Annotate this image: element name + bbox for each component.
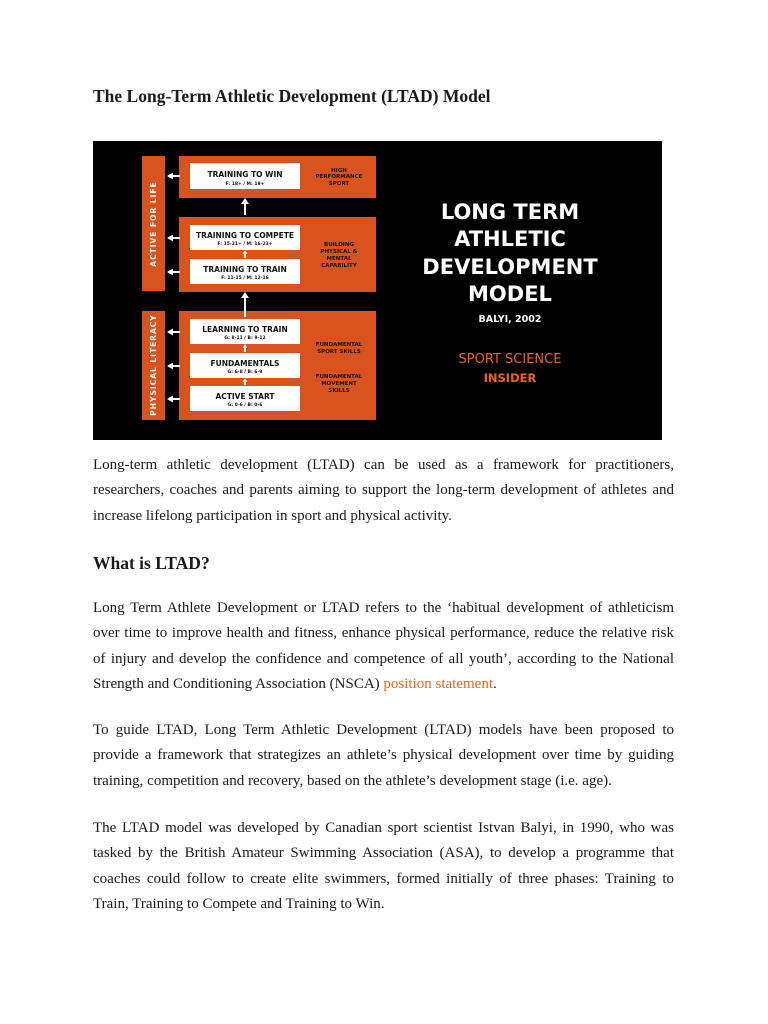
position-statement-link[interactable]: position statement: [383, 675, 493, 692]
brand-name: SPORT SCIENCE: [458, 352, 562, 367]
side-label: MOVEMENT: [321, 381, 357, 387]
headline-line: MODEL: [468, 282, 552, 306]
citation: BALYI, 2002: [478, 314, 542, 325]
physical-literacy-label: PHYSICAL LITERACY: [149, 314, 158, 416]
stage-name: TRAINING TO COMPETE: [196, 231, 294, 240]
stage-ages: G: 8-11 / B: 9-12: [224, 336, 266, 341]
active-for-life-label: ACTIVE FOR LIFE: [149, 181, 158, 267]
stage-ages: F: 18+ / M: 19+: [225, 182, 265, 187]
ltad-diagram: [93, 141, 662, 440]
side-label: SKILLS: [328, 388, 350, 394]
framework-paragraph: To guide LTAD, Long Term Athletic Development (LTAD) models have been proposed to provide a framework that strategizes an athlete’s physical development over time by guiding training, competition and recovery, based on the athlete’s development stage (i.e. age).: [93, 722, 674, 789]
headline-line: LONG TERM: [440, 200, 580, 224]
stage-name: TRAINING TO WIN: [207, 170, 283, 179]
side-label: SPORT: [328, 181, 350, 187]
definition-end: .: [493, 675, 497, 692]
section-heading: What is LTAD?: [93, 553, 210, 573]
brand-name-insider: INSIDER: [483, 371, 537, 385]
stage-name: FUNDAMENTALS: [210, 359, 280, 368]
history-paragraph: The LTAD model was developed by Canadian sport scientist Istvan Balyi, in 1990, who was tasked by the British Amateur Swimming Association (ASA), to develop a programme that coaches could follow to create elite swimmers, formed initially of three phases: Training to Train, Training to Compete and Training to Win.: [93, 820, 674, 912]
definition-text: Long Term Athlete Development or LTAD refers to the ‘habitual development of athleticism over time to improve health and fitness, enhance physical performance, reduce the relative risk of injury and develop the confidence and competence of all youth’, according to the National Strength and Conditioning Association (NSCA): [93, 600, 674, 692]
side-label: PHYSICAL &: [320, 249, 358, 255]
left-arrow-icons: [167, 173, 180, 403]
side-label: PERFORMANCE: [315, 174, 363, 180]
stage-name: TRAINING TO TRAIN: [203, 265, 287, 274]
side-label: FUNDAMENTAL: [315, 342, 363, 348]
side-label: SPORT SKILLS: [317, 349, 361, 355]
stage-ages: G: 0-6 / B: 0-6: [227, 403, 263, 408]
stage-ages: F: 15-21+ / M: 16-23+: [217, 242, 273, 247]
side-label: BUILDING: [324, 242, 354, 248]
stage-name: ACTIVE START: [215, 392, 275, 401]
headline-line: ATHLETIC: [454, 227, 566, 251]
headline-line: DEVELOPMENT: [422, 255, 598, 279]
side-label: HIGH: [331, 168, 347, 174]
side-label: CAPABILITY: [321, 263, 357, 269]
stage-ages: G: 6-8 / B: 6-9: [227, 370, 263, 375]
definition-paragraph: [93, 596, 674, 697]
side-label: FUNDAMENTAL: [315, 374, 363, 380]
page-title: The Long-Term Athletic Development (LTAD) Model: [93, 86, 491, 106]
intro-paragraph: Long-term athletic development (LTAD) can be used as a framework for practitioners, researchers, coaches and parents aiming to support the long-term development of athletes and increase lifelong participation in sport and physical activity.: [93, 457, 674, 524]
side-label: MENTAL: [326, 256, 352, 262]
stage-name: LEARNING TO TRAIN: [202, 325, 288, 334]
stage-ages: F: 11-15 / M: 12-16: [221, 276, 269, 281]
ltad-model-figure: [93, 141, 662, 440]
